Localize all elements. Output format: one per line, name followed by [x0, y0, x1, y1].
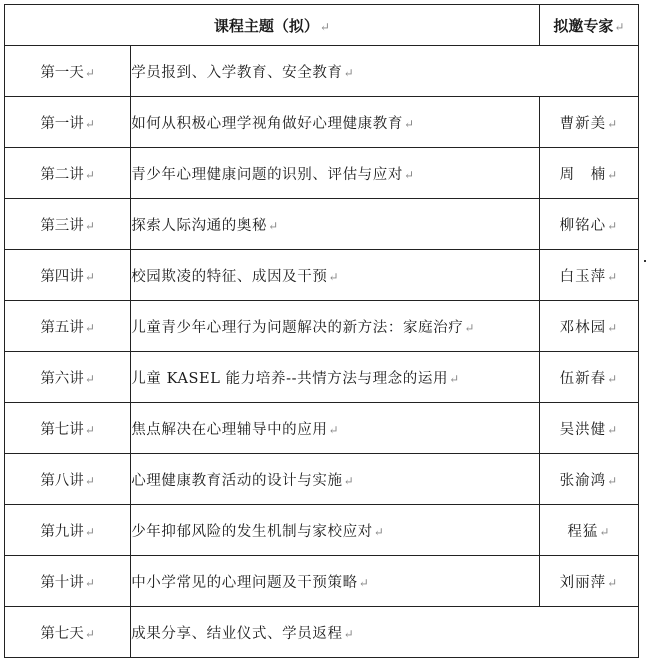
paragraph-mark: ↵: [328, 422, 340, 437]
session-label-cell: [5, 352, 131, 403]
paragraph-mark: ↵: [84, 524, 95, 539]
paragraph-mark: ↵: [607, 371, 619, 386]
session-label: 第六讲: [40, 370, 84, 387]
paragraph-mark: ↵: [84, 575, 95, 590]
paragraph-mark: ↵: [84, 371, 95, 386]
table-row: [5, 352, 639, 403]
course-schedule-document: [4, 4, 639, 658]
session-expert: 曹新美: [559, 115, 607, 132]
table-row: [5, 505, 639, 556]
paragraph-mark: ↵: [599, 524, 611, 539]
paragraph-mark: ↵: [614, 19, 625, 34]
session-expert: 伍新春: [559, 370, 607, 387]
session-label: 第七天: [40, 625, 84, 642]
session-label: 第十讲: [40, 574, 84, 591]
session-topic-cell: [131, 148, 540, 199]
paragraph-mark: ↵: [373, 524, 385, 539]
session-label-cell: [5, 199, 131, 250]
course-schedule-table: [4, 4, 639, 658]
table-row: [5, 454, 639, 505]
table-row: [5, 607, 639, 658]
session-expert: 程猛: [567, 523, 599, 540]
session-topic: 成果分享、结业仪式、学员返程: [131, 625, 343, 642]
paragraph-mark: ↵: [607, 167, 619, 182]
header-expert-cell: [539, 5, 638, 46]
session-expert: 柳铭心: [559, 217, 607, 234]
session-expert-cell: [539, 301, 638, 352]
paragraph-mark: ↵: [607, 320, 619, 335]
session-expert: 张渝鸿: [559, 472, 607, 489]
session-label: 第八讲: [40, 472, 84, 489]
paragraph-mark: ↵: [84, 320, 95, 335]
session-expert: 吴洪健: [559, 421, 607, 438]
paragraph-mark: ↵: [358, 575, 370, 590]
table-row: [5, 97, 639, 148]
session-topic-cell: [131, 556, 540, 607]
session-topic: 中小学常见的心理问题及干预策略: [131, 574, 358, 591]
paragraph-mark: ↵: [268, 218, 279, 233]
session-expert-cell: [539, 250, 638, 301]
paragraph-mark: ↵: [607, 575, 619, 590]
session-label-cell: [5, 403, 131, 454]
paragraph-mark: ↵: [449, 371, 460, 386]
paragraph-mark: ↵: [607, 473, 619, 488]
session-topic-cell: [131, 97, 540, 148]
session-expert-cell: [539, 556, 638, 607]
table-row: [5, 250, 639, 301]
session-label: 第九讲: [40, 523, 84, 540]
table-row: [5, 46, 639, 97]
session-expert: 刘丽萍: [559, 574, 607, 591]
margin-dot: [644, 260, 646, 262]
session-expert-cell: [539, 403, 638, 454]
session-expert-cell: [539, 97, 638, 148]
session-label-cell: [5, 454, 131, 505]
paragraph-mark: ↵: [84, 218, 95, 233]
session-topic: 心理健康教育活动的设计与实施: [131, 472, 343, 489]
session-label-cell: [5, 505, 131, 556]
session-topic-cell: [131, 505, 540, 556]
session-expert-cell: [539, 454, 638, 505]
session-topic-cell: [131, 301, 540, 352]
session-expert: 周 楠: [559, 166, 607, 183]
paragraph-mark: ↵: [343, 473, 355, 488]
session-topic: 如何从积极心理学视角做好心理健康教育: [131, 115, 403, 132]
paragraph-mark: ↵: [319, 19, 330, 34]
session-label: 第四讲: [40, 268, 84, 285]
session-topic-cell: [131, 403, 540, 454]
session-label: 第三讲: [40, 217, 84, 234]
session-label-cell: [5, 556, 131, 607]
header-expert-label: 拟邀专家: [553, 16, 614, 35]
session-label-cell: [5, 607, 131, 658]
session-topic-cell: [131, 199, 540, 250]
paragraph-mark: ↵: [607, 269, 619, 284]
paragraph-mark: ↵: [84, 473, 95, 488]
table-row: [5, 403, 639, 454]
session-label-cell: [5, 301, 131, 352]
paragraph-mark: ↵: [84, 65, 95, 80]
header-topic-label: 课程主题（拟）: [213, 16, 319, 35]
table-row: [5, 301, 639, 352]
session-topic-cell: [131, 46, 639, 97]
session-label-cell: [5, 46, 131, 97]
paragraph-mark: ↵: [343, 626, 355, 641]
session-topic: 儿童青少年心理行为问题解决的新方法：家庭治疗: [131, 319, 464, 336]
paragraph-mark: ↵: [343, 65, 355, 80]
paragraph-mark: ↵: [84, 422, 95, 437]
session-topic: 校园欺凌的特征、成因及干预: [131, 268, 328, 285]
session-topic-cell: [131, 607, 639, 658]
session-topic: 学员报到、入学教育、安全教育: [131, 64, 343, 81]
paragraph-mark: ↵: [404, 116, 415, 131]
session-label: 第一讲: [40, 115, 84, 132]
paragraph-mark: ↵: [607, 422, 619, 437]
session-topic: 焦点解决在心理辅导中的应用: [131, 421, 328, 438]
session-label-cell: [5, 148, 131, 199]
paragraph-mark: ↵: [404, 167, 415, 182]
session-expert-cell: [539, 199, 638, 250]
session-label: 第一天: [40, 64, 84, 81]
session-expert: 邓林园: [559, 319, 607, 336]
session-topic: 探索人际沟通的奥秘: [131, 217, 268, 234]
session-expert-cell: [539, 505, 638, 556]
header-topic-cell: [5, 5, 540, 46]
session-expert-cell: [539, 148, 638, 199]
paragraph-mark: ↵: [84, 269, 95, 284]
paragraph-mark: ↵: [84, 626, 95, 641]
paragraph-mark: ↵: [607, 116, 619, 131]
session-topic: 儿童 KASEL 能力培养--共情方法与理念的运用: [131, 370, 449, 387]
paragraph-mark: ↵: [464, 320, 476, 335]
session-topic: 少年抑郁风险的发生机制与家校应对: [131, 523, 373, 540]
table-row: [5, 148, 639, 199]
session-expert: 白玉萍: [559, 268, 607, 285]
paragraph-mark: ↵: [84, 167, 95, 182]
session-topic: 青少年心理健康问题的识别、评估与应对: [131, 166, 403, 183]
session-expert-cell: [539, 352, 638, 403]
table-row: [5, 199, 639, 250]
session-label-cell: [5, 97, 131, 148]
paragraph-mark: ↵: [84, 116, 95, 131]
paragraph-mark: ↵: [607, 218, 619, 233]
table-header-row: [5, 5, 639, 46]
session-label: 第五讲: [40, 319, 84, 336]
paragraph-mark: ↵: [328, 269, 340, 284]
session-label-cell: [5, 250, 131, 301]
session-topic-cell: [131, 352, 540, 403]
session-label: 第二讲: [40, 166, 84, 183]
table-row: [5, 556, 639, 607]
session-label: 第七讲: [40, 421, 84, 438]
session-topic-cell: [131, 250, 540, 301]
session-topic-cell: [131, 454, 540, 505]
